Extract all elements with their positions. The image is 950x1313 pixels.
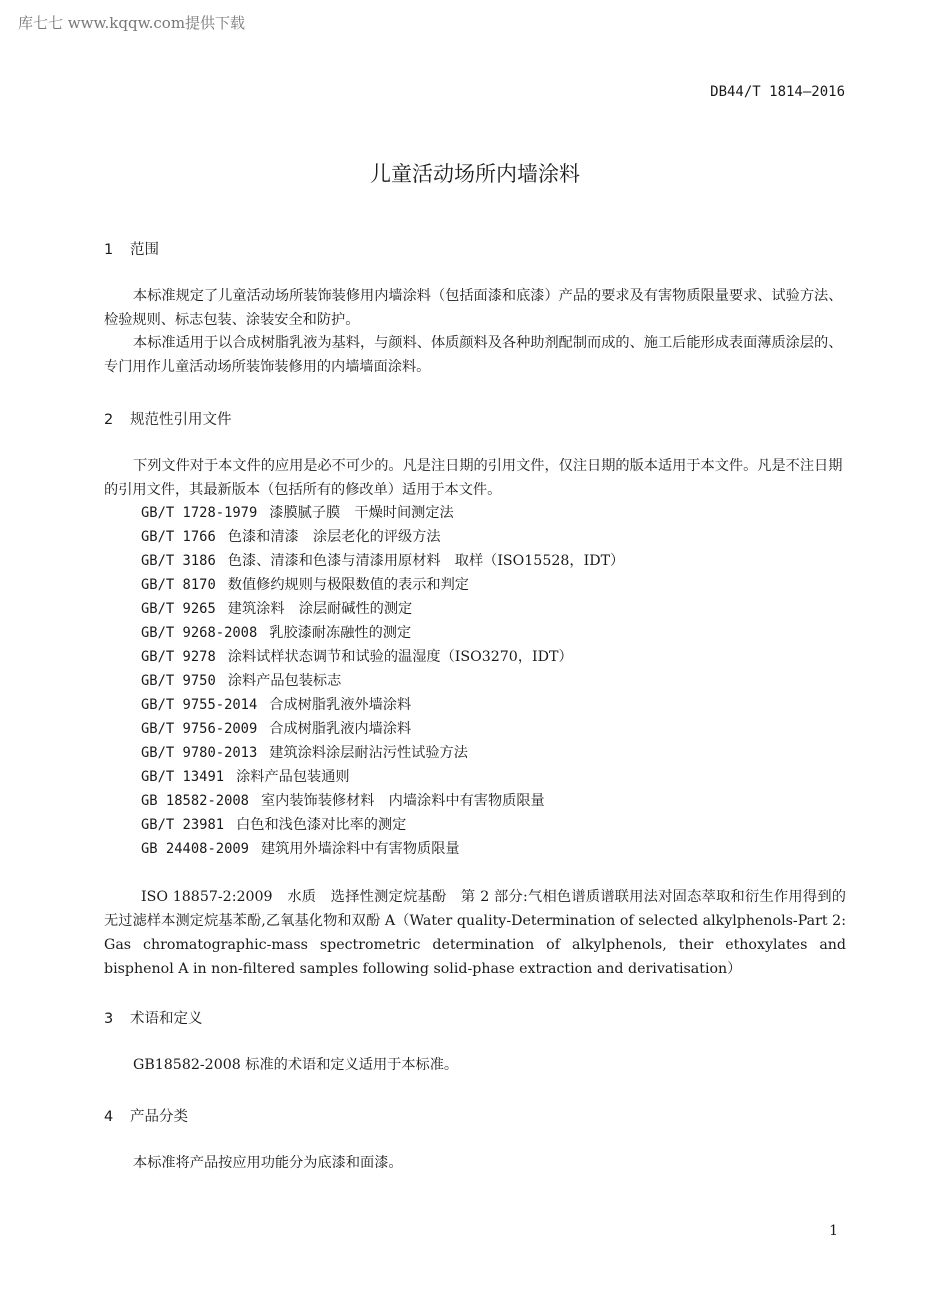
reference-code: GB/T 1766 [141,529,216,545]
reference-code: GB 18582-2008 [141,793,249,809]
reference-item [141,621,624,645]
reference-code: GB 24408-2009 [141,841,249,857]
reference-item [141,645,624,669]
scope-body [104,285,846,379]
reference-code: GB/T 13491 [141,769,225,785]
page-number: 1 [829,1223,838,1239]
reference-item [141,549,624,573]
reference-list [141,501,624,861]
section-heading-references [104,408,232,429]
section-heading-classification [104,1105,188,1126]
reference-code: GB/T 9755-2014 [141,697,258,713]
reference-title: 合成树脂乳液外墙涂料 [269,697,412,713]
section-title: 术语和定义 [130,1011,203,1027]
reference-code: GB/T 9278 [141,649,216,665]
reference-title: 室内装饰装修材料 内墙涂料中有害物质限量 [260,793,545,809]
reference-item [141,789,624,813]
section-heading-terms [104,1007,203,1028]
reference-title: 建筑涂料涂层耐沾污性试验方法 [269,745,468,761]
reference-title: 涂料产品包装标志 [227,673,342,689]
standard-code: DB44/T 1814—2016 [710,84,845,100]
reference-item [141,597,624,621]
section-number: 1 [104,242,114,258]
reference-item [141,501,624,525]
reference-title: 乳胶漆耐冻融性的测定 [269,625,412,641]
reference-title: 建筑用外墙涂料中有害物质限量 [260,841,460,857]
reference-title: 合成树脂乳液内墙涂料 [269,721,412,737]
reference-code: GB/T 9750 [141,673,216,689]
scope-paragraph: 本标准规定了儿童活动场所装饰装修用内墙涂料（包括面漆和底漆）产品的要求及有害物质限量要求、试验方法、检验规则、标志包装、涂装安全和防护。 [104,288,843,328]
section-title: 范围 [130,242,159,258]
reference-item [141,813,624,837]
scope-paragraph: 本标准适用于以合成树脂乳液为基料，与颜料、体质颜料及各种助剂配制而成的、施工后能形成表面薄质涂层的、专门用作儿童活动场所装饰装修用的内墙墙面涂料。 [104,335,843,375]
reference-title: 涂料试样状态调节和试验的温湿度（ISO3270，IDT） [227,649,573,665]
reference-code: GB/T 9756-2009 [141,721,258,737]
reference-item [141,717,624,741]
section-number: 4 [104,1109,114,1125]
reference-title: 数值修约规则与极限数值的表示和判定 [227,577,469,593]
section-title: 产品分类 [130,1109,188,1125]
reference-title: 色漆、清漆和色漆与清漆用原材料 取样（ISO15528，IDT） [227,553,625,569]
section-number: 3 [104,1011,114,1027]
reference-code: GB/T 8170 [141,577,216,593]
reference-code: GB/T 9268-2008 [141,625,258,641]
watermark: 库七七 www.kqqw.com提供下载 [18,14,246,32]
section-number: 2 [104,412,114,428]
reference-item [141,669,624,693]
section-heading-scope [104,238,159,259]
terms-body [104,1054,846,1078]
reference-item [141,741,624,765]
reference-title: 白色和浅色漆对比率的测定 [236,817,407,833]
reference-item [141,765,624,789]
reference-code: GB/T 3186 [141,553,216,569]
iso-reference: ISO 18857-2:2009 水质 选择性测定烷基酚 第 2 部分:气相色谱质谱联用法对固态萃取和衍生作用得到的无过滤样本测定烷基苯酚,乙氧基化物和双酚 A（Water quality-Determination of selected alkylphenols-Part 2: Gas chromatographic-mass spectrometric determination of alkylphenols, their ethoxylates and bisphenol A in non-filtered samples following solid-phase extraction and derivatisation） [104,889,846,977]
reference-item [141,837,624,861]
reference-code: GB/T 1728-1979 [141,505,258,521]
document-title: 儿童活动场所内墙涂料 [370,162,580,186]
classification-paragraph: 本标准将产品按应用功能分为底漆和面漆。 [133,1155,403,1171]
reference-code: GB/T 9265 [141,601,216,617]
reference-item [141,525,624,549]
references-intro-text: 下列文件对于本文件的应用是必不可少的。凡是注日期的引用文件，仅注日期的版本适用于本文件。凡是不注日期的引用文件，其最新版本（包括所有的修改单）适用于本文件。 [104,458,843,498]
reference-title: 色漆和清漆 涂层老化的评级方法 [227,529,441,545]
reference-title: 涂料产品包装通则 [236,769,350,785]
reference-code: GB/T 23981 [141,817,225,833]
classification-body [104,1152,846,1176]
reference-title: 建筑涂料 涂层耐碱性的测定 [227,601,413,617]
reference-item [141,693,624,717]
terms-paragraph: GB18582-2008 标准的术语和定义适用于本标准。 [133,1057,459,1073]
references-intro [104,455,846,502]
reference-item [141,573,624,597]
reference-title: 漆膜腻子膜 干燥时间测定法 [269,505,454,521]
reference-code: GB/T 9780-2013 [141,745,258,761]
section-title: 规范性引用文件 [130,412,232,428]
